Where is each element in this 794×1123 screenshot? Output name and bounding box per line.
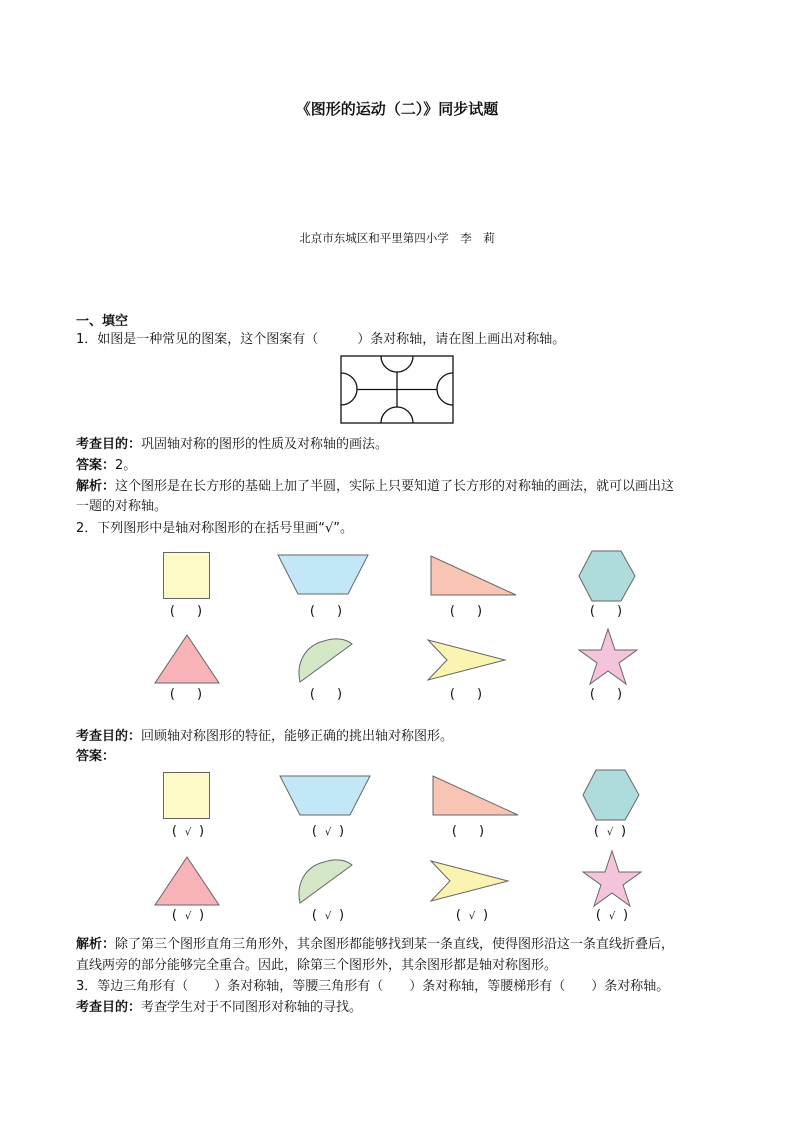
answer-key-paren-1: ( √ ): [171, 824, 205, 839]
answer-paren-8[interactable]: ( ): [589, 687, 623, 702]
answer-key-paren-3: ( ): [451, 824, 485, 839]
q2-purpose: 考查目的：回顾轴对称图形的特征，能够正确的挑出轴对称图形。: [76, 729, 454, 744]
pattern-figure: [340, 355, 455, 425]
question-3-text: 3．等边三角形有（ ）条对称轴，等腰三角形有（ ）条对称轴，等腰梯形有（ ）条对称轴。: [76, 979, 670, 994]
q2-answer-label: 答案：: [76, 749, 116, 764]
q1-analysis: 解析：这个图形是在长方形的基础上加了半圆，实际上只要知道了长方形的对称轴的画法，就可以画出这: [76, 479, 675, 494]
trapezoid-shape: [277, 554, 369, 596]
answer-sector-shape: [294, 857, 354, 905]
q2-analysis-cont: 直线两旁的部分能够完全重合。因此，除第三个图形外，其余图形都是轴对称图形。: [76, 958, 558, 973]
answer-arrowhead-shape: [430, 859, 510, 903]
answer-hexagon-shape: [582, 769, 640, 821]
isosceles-triangle-shape: [153, 634, 221, 684]
question-1-text: 1．如图是一种常见的图案，这个图案有（ ）条对称轴，请在图上画出对称轴。: [76, 332, 566, 347]
answer-key-paren-7: ( √ ): [455, 908, 489, 923]
answer-paren-2[interactable]: ( ): [309, 604, 343, 619]
answer-key-paren-4: ( √ ): [593, 824, 627, 839]
right-triangle-shape: [430, 555, 518, 597]
answer-paren-3[interactable]: ( ): [449, 604, 483, 619]
answer-star-shape: [582, 850, 642, 908]
arrowhead-shape: [427, 638, 507, 682]
page-title: 《图形的运动（二）》同步试题: [295, 100, 499, 118]
square-shape: [163, 552, 211, 600]
answer-paren-1[interactable]: ( ): [169, 604, 203, 619]
star-shape: [578, 628, 638, 686]
q1-purpose: 考查目的：巩固轴对称的图形的性质及对称轴的画法。: [76, 437, 389, 452]
answer-key-paren-2: ( √ ): [311, 824, 345, 839]
hexagon-shape: [578, 550, 636, 602]
q2-analysis: 解析：除了第三个图形直角三角形外，其余图形都能够找到某一条直线，使得图形沿这一条直线折叠后，: [76, 937, 675, 952]
sector-shape: [294, 636, 354, 684]
q1-answer: 答案：2。: [76, 458, 137, 473]
answer-right-triangle-shape: [432, 775, 520, 817]
answer-key-paren-6: ( √ ): [311, 908, 345, 923]
q3-purpose: 考查目的：考查学生对于不同图形对称轴的寻找。: [76, 1000, 363, 1015]
answer-paren-5[interactable]: ( ): [169, 687, 203, 702]
answer-key-paren-5: ( √ ): [171, 908, 205, 923]
answer-isosceles-triangle-shape: [153, 856, 221, 906]
author-line: 北京市东城区和平里第四小学 李 莉: [299, 231, 495, 245]
answer-square-shape: [163, 772, 211, 820]
answer-trapezoid-shape: [279, 775, 371, 817]
answer-key-paren-8: ( √ ): [595, 908, 629, 923]
answer-paren-7[interactable]: ( ): [449, 687, 483, 702]
q1-analysis-cont: 一题的对称轴。: [76, 499, 168, 514]
section-heading-fill: 一、填空: [76, 314, 129, 329]
answer-paren-4[interactable]: ( ): [589, 604, 623, 619]
answer-paren-6[interactable]: ( ): [309, 687, 343, 702]
question-2-text: 2．下列图形中是轴对称图形的在括号里画“√”。: [76, 521, 354, 536]
